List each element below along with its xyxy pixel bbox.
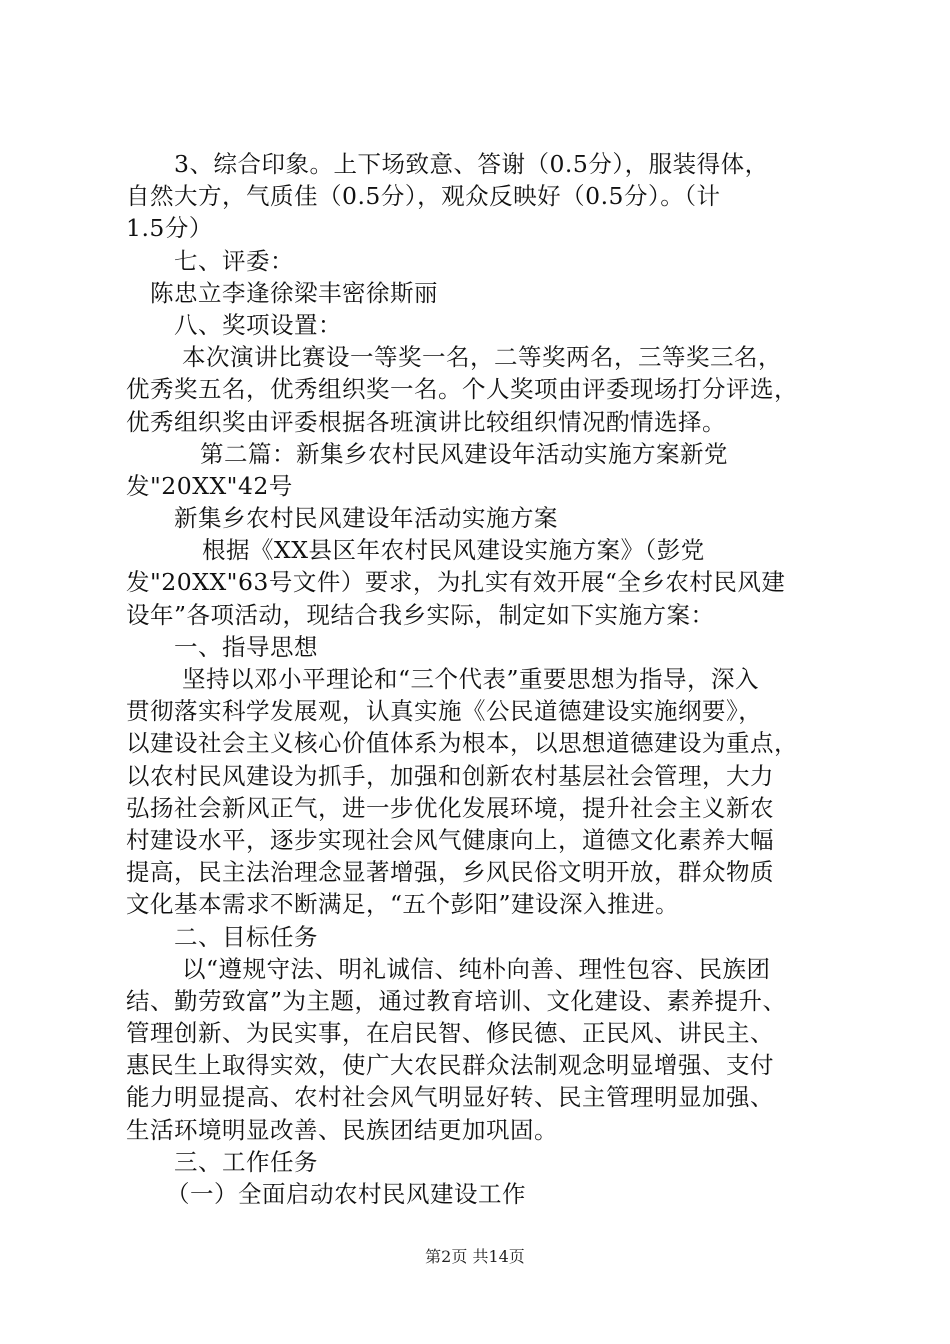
text-line: 发"20XX"63号文件）要求，为扎实有效开展“全乡农村民风建 [126, 568, 786, 597]
text-line: 弘扬社会新风正气，进一步优化发展环境，提升社会主义新农 [126, 793, 774, 822]
text-line: 自然大方，气质佳（0.5分），观众反映好（0.5分）。（计 [126, 182, 721, 211]
page-footer: 第2页 共14页 [425, 1247, 525, 1266]
text-line: 3、综合印象。上下场致意、答谢（0.5分），服装得体， [174, 150, 769, 178]
text-line: 八、奖项设置： [174, 310, 342, 339]
text-line: 一、指导思想 [174, 632, 318, 661]
text-line: 优秀组织奖由评委根据各班演讲比较组织情况酌情选择。 [126, 407, 726, 436]
text-line: 根据《XX县区年农村民风建设实施方案》（彭党 [202, 536, 705, 565]
text-line: 以“遵规守法、明礼诚信、纯朴向善、理性包容、民族团 [182, 954, 771, 983]
text-line: 新集乡农村民风建设年活动实施方案 [174, 504, 558, 533]
text-line: 优秀奖五名，优秀组织奖一名。个人奖项由评委现场打分评选， [126, 375, 798, 404]
text-line: 结、勤劳致富”为主题，通过教育培训、文化建设、素养提升、 [126, 986, 787, 1015]
text-line: 发"20XX"42号 [126, 471, 293, 500]
text-line: 村建设水平，逐步实现社会风气健康向上，道德文化素养大幅 [126, 825, 774, 854]
text-line: 管理创新、为民实事，在启民智、修民德、正民风、讲民主、 [126, 1019, 774, 1048]
text-line: （一）全面启动农村民风建设工作 [166, 1180, 526, 1208]
text-line: 七、评委： [174, 246, 294, 275]
text-line: 二、目标任务 [174, 922, 318, 951]
text-line: 提高，民主法治理念显著增强，乡风民俗文明开放，群众物质 [126, 858, 774, 887]
text-line: 能力明显提高、农村社会风气明显好转、民主管理明显加强、 [126, 1083, 774, 1112]
text-line: 三、工作任务 [174, 1147, 318, 1176]
text-line: 文化基本需求不断满足，“五个彭阳”建设深入推进。 [126, 890, 680, 919]
text-line: 1.5分） [126, 214, 213, 243]
text-line: 本次演讲比赛设一等奖一名，二等奖两名，三等奖三名， [182, 343, 782, 372]
text-line: 陈忠立李逢徐梁丰密徐斯丽 [150, 278, 438, 307]
text-line: 设年”各项活动，现结合我乡实际，制定如下实施方案： [126, 600, 715, 629]
text-line: 以建设社会主义核心价值体系为根本，以思想道德建设为重点， [126, 729, 798, 758]
document-body [126, 148, 842, 1210]
text-line: 第二篇：新集乡农村民风建设年活动实施方案新党 [200, 439, 728, 468]
text-line: 坚持以邓小平理论和“三个代表”重要思想为指导，深入 [182, 665, 760, 693]
text-line: 惠民生上取得实效，使广大农民群众法制观念明显增强、支付 [126, 1051, 774, 1080]
text-line: 以农村民风建设为抓手，加强和创新农村基层社会管理，大力 [126, 761, 774, 790]
text-line: 生活环境明显改善、民族团结更加巩固。 [126, 1115, 558, 1144]
text-line: 贯彻落实科学发展观，认真实施《公民道德建设实施纲要》， [126, 697, 763, 726]
